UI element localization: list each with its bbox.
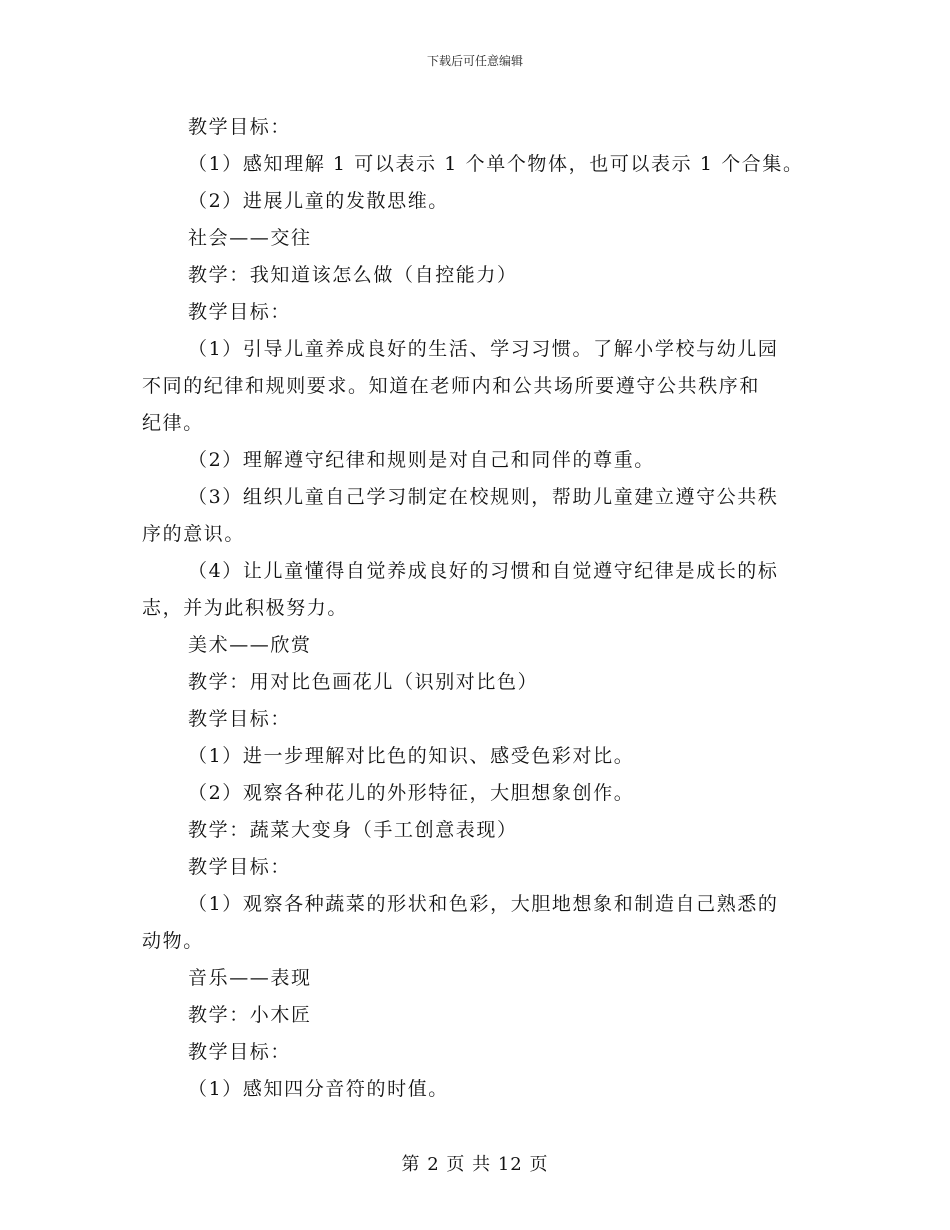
text-line: （1）进一步理解对比色的知识、感受色彩对比。 [188,745,635,767]
text-line: 教学：用对比色画花儿（识别对比色） [188,671,539,693]
text-line: 序的意识。 [142,523,246,545]
page-number: 第 2 页 共 12 页 [401,1154,549,1175]
text-line: 教学目标： [188,708,292,730]
text-line: 教学：我知道该怎么做（自控能力） [188,264,518,286]
text-line: 动物。 [142,930,204,952]
text-line: （2）进展儿童的发散思维。 [188,190,449,212]
text-line: 教学：蔬菜大变身（手工创意表现） [188,819,518,841]
text-line: （2）理解遵守纪律和规则是对自己和同伴的尊重。 [188,449,655,471]
section-heading: 社会——交往 [188,227,312,249]
text-line: 教学目标： [188,301,292,323]
text-line: 不同的纪律和规则要求。知道在老师内和公共场所要遵守公共秩序和 [142,375,761,397]
text-line: （2）观察各种花儿的外形特征，大胆想象创作。 [188,782,635,804]
text-line: 纪律。 [142,412,204,434]
text-line: （3）组织儿童自己学习制定在校规则，帮助儿童建立遵守公共秩 [188,486,779,508]
document-body [142,109,812,1108]
text-line: 教学：小木匠 [188,1004,312,1026]
text-line: 教学目标： [188,1041,292,1063]
page-header-note: 下载后可任意编辑 [426,54,523,68]
text-line: 教学目标： [188,856,292,878]
text-line: 教学目标： [188,116,292,138]
text-line: （1）感知理解 1 可以表示 1 个单个物体，也可以表示 1 个合集。 [188,153,804,175]
section-heading: 音乐——表现 [188,967,312,989]
text-line: 志，并为此积极努力。 [142,597,349,619]
text-line: （1）感知四分音符的时值。 [188,1078,449,1100]
text-line: （1）观察各种蔬菜的形状和色彩，大胆地想象和制造自己熟悉的 [188,893,779,915]
text-line: （4）让儿童懂得自觉养成良好的习惯和自觉遵守纪律是成长的标 [188,560,779,582]
section-heading: 美术——欣赏 [188,634,312,656]
text-line: （1）引导儿童养成良好的生活、学习习惯。了解小学校与幼儿园 [188,338,779,360]
